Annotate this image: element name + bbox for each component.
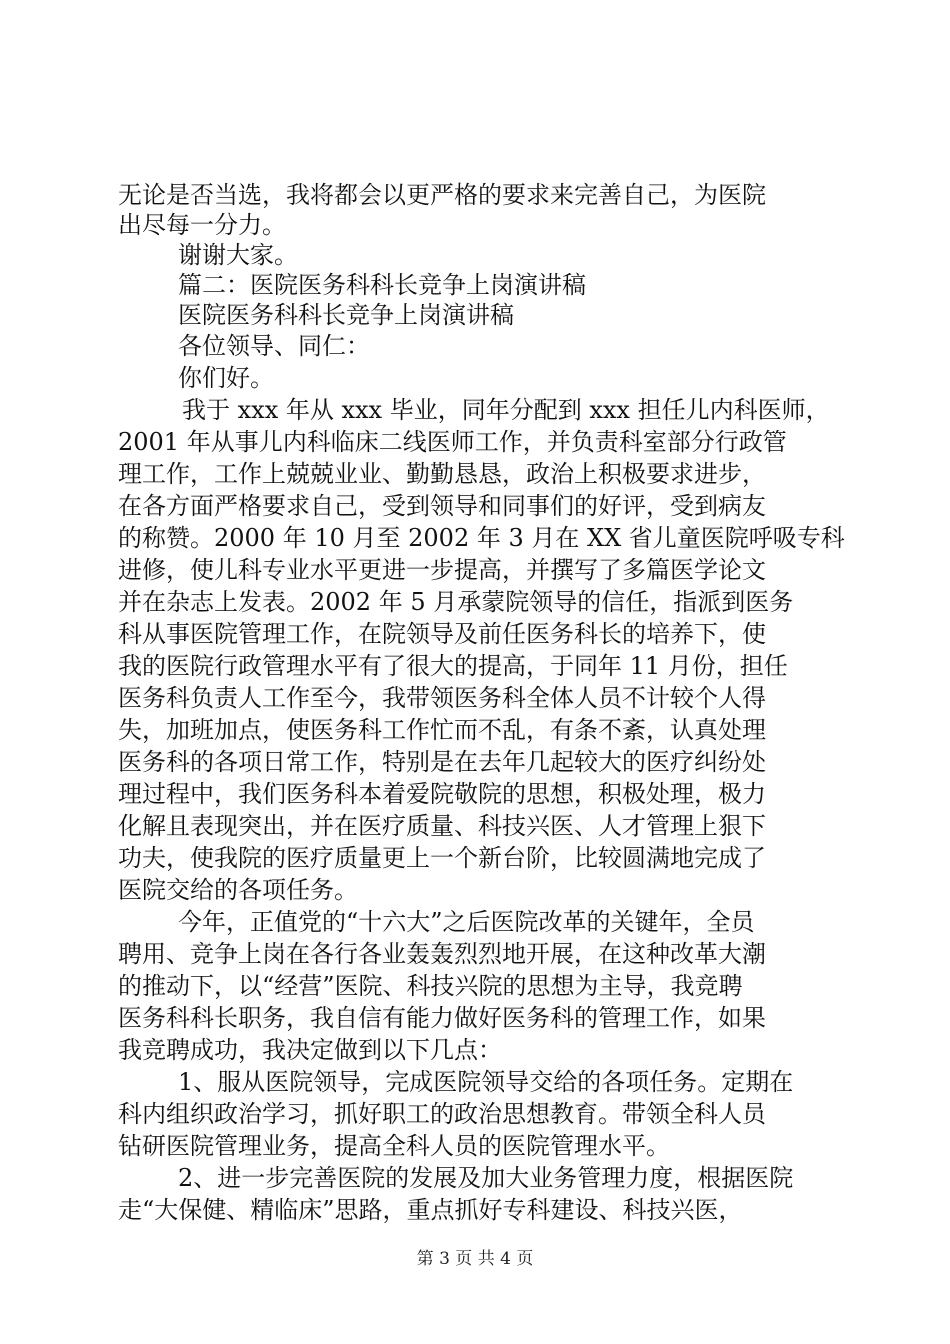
text-line: 聘用、竞争上岗在各行各业轰轰烈烈地开展，在这种改革大潮 (118, 940, 766, 968)
text-line: 失，加班加点，使医务科工作忙而不乱，有条不紊，认真处理 (118, 716, 766, 744)
page-footer: 第 3 页 共 4 页 (416, 1249, 534, 1269)
text-line: 2001 年从事儿内科临床二线医师工作，并负责科室部分行政管 (118, 428, 787, 456)
text-line: 理过程中，我们医务科本着爱院敬院的思想，积极处理，极力 (118, 780, 766, 808)
text-line: 我的医院行政管理水平有了很大的提高，于同年 11 月份，担任 (118, 652, 788, 680)
text-line: 功夫，使我院的医疗质量更上一个新台阶，比较圆满地完成了 (118, 844, 766, 872)
text-line: 2、进一步完善医院的发展及加大业务管理力度，根据医院 (178, 1164, 794, 1192)
text-line: 并在杂志上发表。2002 年 5 月承蒙院领导的信任，指派到医务 (118, 588, 794, 616)
text-line: 医务科的各项日常工作，特别是在去年几起较大的医疗纠纷处 (118, 748, 766, 776)
text-line: 的称赞。2000 年 10 月至 2002 年 3 月在 XX 省儿童医院呼吸专科 (118, 524, 845, 552)
speech-title: 医院医务科科长竞争上岗演讲稿 (178, 301, 514, 329)
text-line: 进修，使儿科专业水平更进一步提高，并撰写了多篇医学论文 (118, 556, 766, 584)
text-line: 钻研医院管理业务，提高全科人员的医院管理水平。 (118, 1132, 670, 1160)
text-line: 医务科负责人工作至今，我带领医务科全体人员不计较个人得 (118, 684, 766, 712)
text-line: 我竞聘成功，我决定做到以下几点： (118, 1036, 502, 1064)
text-line: 我于 xxx 年从 xxx 毕业，同年分配到 xxx 担任儿内科医师， (182, 396, 830, 424)
text-line: 今年，正值党的“十六大”之后医院改革的关键年，全员 (178, 908, 755, 936)
text-line: 医院交给的各项任务。 (118, 876, 358, 904)
section-heading: 篇二：医院医务科科长竞争上岗演讲稿 (178, 271, 586, 299)
text-line: 的推动下，以“经营”医院、科技兴院的思想为主导，我竞聘 (118, 972, 743, 1000)
text-line: 理工作，工作上兢兢业业、勤勤恳恳，政治上积极要求进步， (118, 460, 766, 488)
text-line: 出尽每一分力。 (118, 211, 286, 239)
salutation: 各位领导、同仁： (178, 332, 370, 360)
text-line: 科内组织政治学习，抓好职工的政治思想教育。带领全科人员 (118, 1100, 766, 1128)
text-line: 走“大保健、精临床”思路，重点抓好专科建设、科技兴医， (118, 1196, 743, 1224)
greeting: 你们好。 (178, 364, 274, 392)
text-line: 科从事医院管理工作，在院领导及前任医务科长的培养下，使 (118, 620, 766, 648)
text-line: 无论是否当选，我将都会以更严格的要求来完善自己，为医院 (118, 181, 766, 209)
text-line: 在各方面严格要求自己，受到领导和同事们的好评，受到病友 (118, 492, 766, 520)
text-line: 化解且表现突出，并在医疗质量、科技兴医、人才管理上狠下 (118, 812, 766, 840)
text-line: 谢谢大家。 (178, 241, 298, 269)
text-line: 医务科科长职务，我自信有能力做好医务科的管理工作，如果 (118, 1004, 766, 1032)
text-line: 1、服从医院领导，完成医院领导交给的各项任务。定期在 (178, 1068, 794, 1096)
